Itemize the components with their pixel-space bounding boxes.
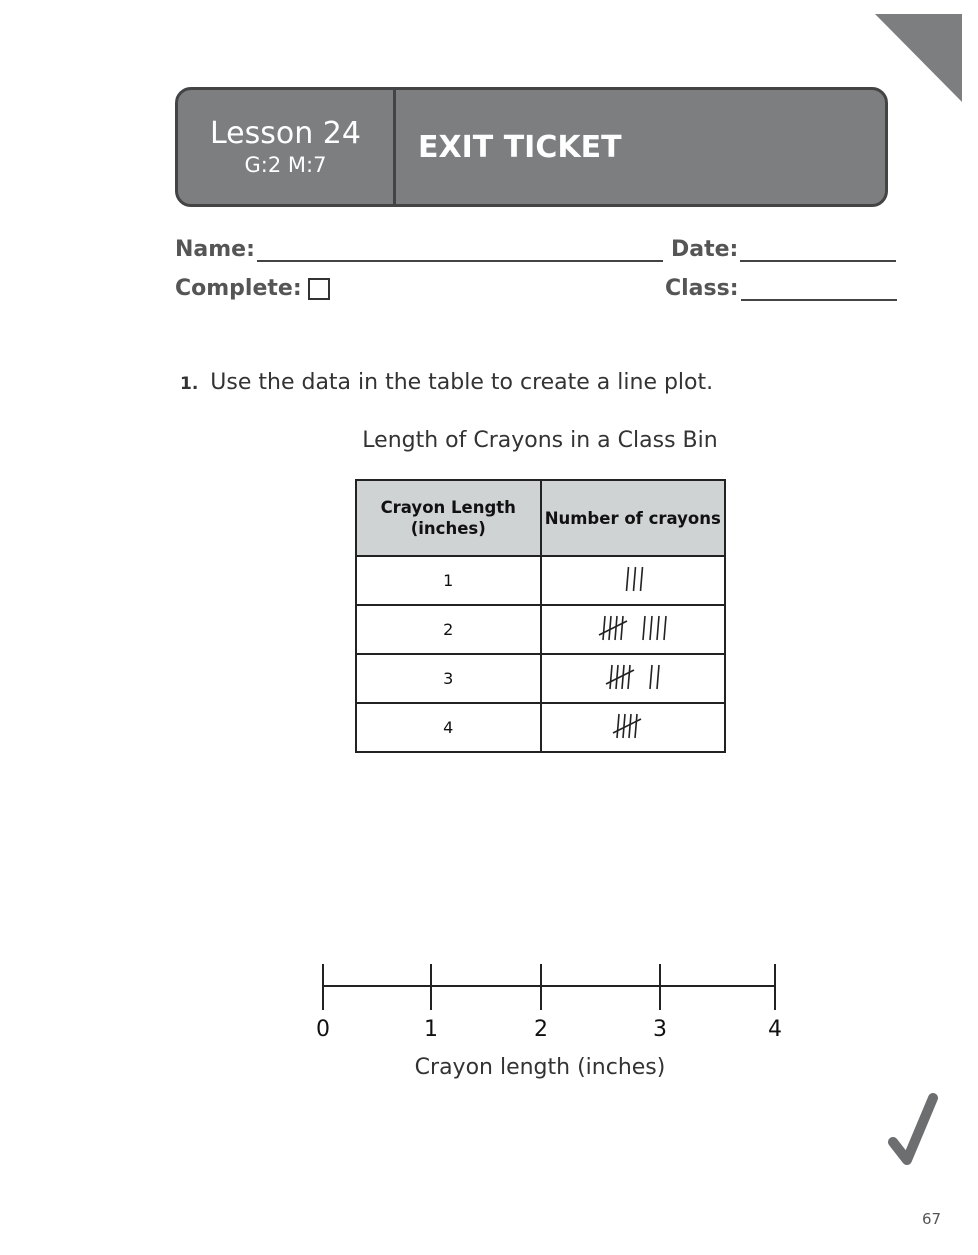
tally-stroke: [643, 616, 645, 640]
tally-stroke: [610, 665, 612, 689]
length-cell: 4: [356, 703, 541, 752]
tally-stroke: [629, 714, 631, 738]
complete-checkbox[interactable]: [308, 278, 330, 300]
complete-label: Complete:: [175, 276, 302, 301]
table-row: [356, 605, 725, 654]
table-row: [356, 556, 725, 605]
tally-stroke: [616, 665, 618, 689]
lesson-code: G:2 M:7: [244, 153, 327, 177]
table-row: [356, 703, 725, 752]
class-line[interactable]: [741, 279, 897, 301]
tally-stroke: [617, 714, 619, 738]
axis-label: Crayon length (inches): [414, 1055, 666, 1080]
tally-stroke: [628, 665, 630, 689]
length-cell: 1: [356, 556, 541, 605]
question-number: 1.: [180, 374, 199, 394]
tick-label: 3: [653, 1017, 667, 1042]
lesson-block: [178, 90, 396, 204]
tick-label: 0: [316, 1017, 330, 1042]
exit-ticket-title: EXIT TICKET: [418, 129, 622, 165]
name-label: Name:: [175, 237, 255, 262]
tally-stroke: [623, 714, 625, 738]
tally-marks-icon: [573, 662, 693, 692]
tally-cell: [541, 654, 726, 703]
tick-label: 2: [534, 1017, 548, 1042]
table-title: Length of Crayons in a Class Bin: [362, 428, 718, 453]
lesson-header: [175, 87, 888, 207]
class-field[interactable]: [665, 276, 897, 301]
col-count-header: Number of crayons: [541, 480, 726, 556]
line-plot[interactable]: [300, 950, 820, 1090]
complete-field: [175, 276, 330, 301]
tally-stroke: [633, 567, 635, 591]
name-field[interactable]: [175, 237, 663, 262]
tally-marks-icon: [573, 564, 693, 594]
tally-stroke: [650, 616, 652, 640]
col-length-header: Crayon Length (inches): [356, 480, 541, 556]
tally-stroke: [635, 714, 637, 738]
tally-stroke: [621, 616, 623, 640]
tally-stroke: [657, 616, 659, 640]
crayon-table: [355, 479, 726, 753]
tally-stroke: [615, 616, 617, 640]
name-line[interactable]: [257, 240, 663, 262]
table-row: [356, 654, 725, 703]
length-cell: 3: [356, 654, 541, 703]
question-text: Use the data in the table to create a line plot.: [210, 370, 714, 395]
checkmark-icon: [885, 1090, 945, 1170]
tally-stroke: [640, 567, 642, 591]
class-label: Class:: [665, 276, 739, 301]
tally-stroke: [664, 616, 666, 640]
tally-marks-icon: [573, 711, 693, 741]
lesson-title: Lesson 24: [210, 116, 361, 151]
page-number: 67: [922, 1210, 942, 1228]
tally-stroke: [650, 665, 652, 689]
tally-stroke: [657, 665, 659, 689]
length-cell: 2: [356, 605, 541, 654]
tally-stroke: [622, 665, 624, 689]
tally-marks-icon: [573, 613, 693, 643]
tally-cell: [541, 703, 726, 752]
tally-stroke: [626, 567, 628, 591]
date-line[interactable]: [740, 240, 896, 262]
date-field[interactable]: [671, 237, 896, 262]
tally-cell: [541, 605, 726, 654]
tally-stroke: [609, 616, 611, 640]
tally-cell: [541, 556, 726, 605]
tick-label: 1: [424, 1017, 438, 1042]
tally-stroke: [603, 616, 605, 640]
question-1: [180, 370, 713, 395]
date-label: Date:: [671, 237, 739, 262]
tick-label: 4: [768, 1017, 782, 1042]
